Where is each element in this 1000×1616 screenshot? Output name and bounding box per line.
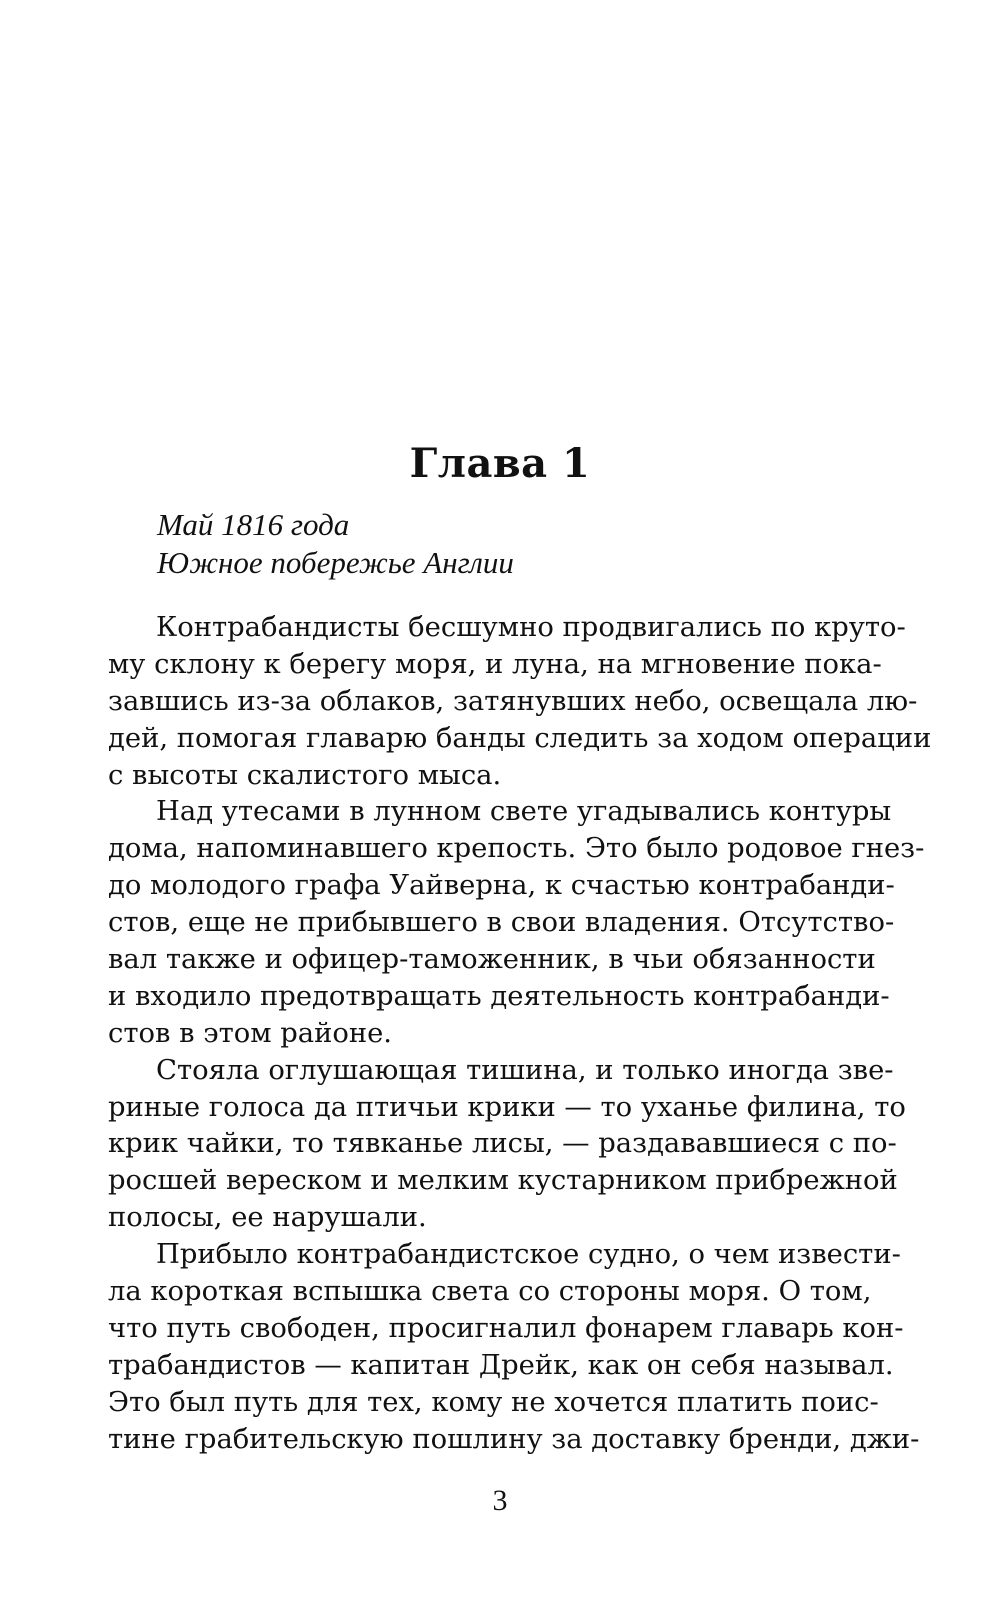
text-line: риные голоса да птичьи крики — то уханье филина, то [108,1091,906,1123]
text-line: с высоты скалистого мыса. [108,759,502,791]
text-line: завшись из-за облаков, затянувших небо, освещала лю- [108,685,918,717]
chapter-title: Глава 1 [409,440,591,487]
text-line: Контрабандисты бесшумно продвигались по круто- [156,612,906,643]
text-line: стов в этом районе. [108,1017,393,1049]
text-line: вал также и офицер-таможенник, в чьи обязанности [108,944,876,976]
text-line: ла короткая вспышка света со стороны моря. О том, [108,1276,872,1308]
epigraph [157,506,857,582]
text-line: до молодого графа Уайверна, к счастью контрабанди- [108,870,895,902]
text-line: росшей вереском и мелким кустарником прибрежной [108,1165,898,1197]
epigraph-date: Май 1816 года [157,507,350,542]
text-line: Это был путь для тех, кому не хочется платить поис- [108,1386,879,1418]
text-line: крик чайки, то тявканье лисы, — раздававшиеся с по- [108,1128,897,1160]
text-line: и входило предотвращать деятельность контрабанди- [108,980,890,1012]
text-line: дей, помогая главарю банды следить за ходом операции [108,722,932,754]
text-line: стов, еще не прибывшего в свои владения. Отсутство- [108,907,895,939]
text-line: полосы, ее нарушали. [108,1202,427,1234]
text-line: дома, напоминавшего крепость. Это было родовое гнез- [108,833,925,865]
text-line: что путь свободен, просигналил фонарем главарь кон- [108,1312,904,1344]
text-line: трабандистов — капитан Дрейк, как он себя называл. [108,1349,894,1381]
text-line: Прибыло контрабандистское судно, о чем извести- [156,1239,901,1271]
text-line: Над утесами в лунном свете угадывались контуры [156,796,892,828]
text-line: тине грабительскую пошлину за доставку бренди, джи- [108,1423,920,1455]
body-text [108,610,932,1458]
epigraph-place: Южное побережье Англии [157,545,514,580]
text-line: му склону к берегу моря, и луна, на мгновение пока- [108,648,882,680]
text-line: Стояла оглушающая тишина, и только иногда зве- [156,1054,894,1086]
page-number: 3 [492,1484,508,1517]
